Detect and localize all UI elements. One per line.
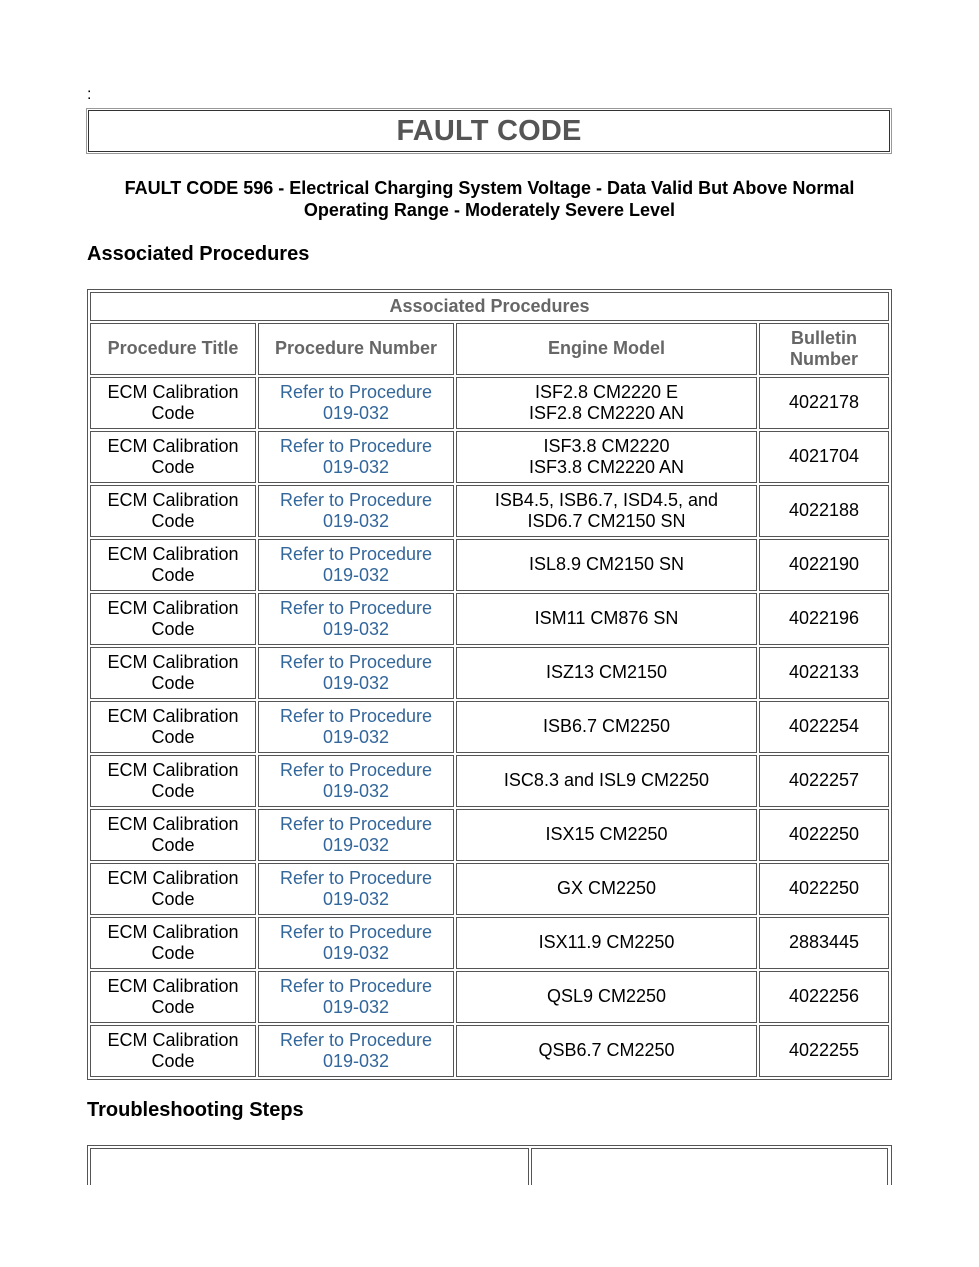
bulletin-number-cell: 4021704 (759, 431, 889, 483)
procedure-title-line-1: ECM Calibration (107, 489, 239, 510)
engine-model-line-1: ISX11.9 CM2250 (538, 932, 675, 953)
bulletin-number-cell: 4022188 (759, 485, 889, 537)
engine-model-cell (456, 485, 757, 537)
procedure-number-link[interactable] (258, 377, 454, 429)
column-header-procedure-number: Procedure Number (258, 323, 454, 375)
procedure-number-link[interactable] (258, 971, 454, 1023)
procedure-link-line-1[interactable]: Refer to Procedure (279, 381, 433, 402)
procedure-title-line-2: Code (151, 889, 195, 909)
bulletin-number-cell: 4022254 (759, 701, 889, 753)
engine-model-line-2: ISF3.8 CM2220 AN (528, 457, 685, 477)
procedure-number-link[interactable] (258, 593, 454, 645)
table-row (90, 1025, 889, 1077)
procedure-link-line-1[interactable]: Refer to Procedure (279, 867, 433, 888)
engine-model-cell (456, 755, 757, 807)
bulletin-number-cell: 4022255 (759, 1025, 889, 1077)
troubleshooting-steps-heading: Troubleshooting Steps (87, 1099, 304, 1121)
bulletin-number-cell: 4022196 (759, 593, 889, 645)
bulletin-number-cell: 4022250 (759, 809, 889, 861)
fault-code-title-box (88, 110, 890, 152)
troubleshooting-cell-right (531, 1148, 888, 1185)
table-row (90, 971, 889, 1023)
procedure-title-cell (90, 971, 256, 1023)
procedure-title-line-2: Code (151, 997, 195, 1017)
procedure-link-line-2[interactable]: 019-032 (322, 889, 390, 909)
procedure-title-cell (90, 377, 256, 429)
engine-model-line-1: ISB6.7 CM2250 (542, 716, 671, 737)
table-row (90, 701, 889, 753)
engine-model-line-1: ISL8.9 CM2150 SN (528, 554, 685, 575)
engine-model-line-1: ISZ13 CM2150 (545, 662, 668, 683)
procedure-title-line-1: ECM Calibration (107, 543, 239, 564)
fault-description-line-2: Operating Range - Moderately Severe Level (303, 200, 676, 220)
procedure-link-line-2[interactable]: 019-032 (322, 565, 390, 585)
engine-model-line-1: QSB6.7 CM2250 (538, 1040, 675, 1061)
colon-mark: : (87, 86, 92, 103)
engine-model-line-2: ISD6.7 CM2150 SN (527, 511, 686, 531)
bulletin-number-cell: 4022256 (759, 971, 889, 1023)
table-row (90, 755, 889, 807)
engine-model-cell (456, 917, 757, 969)
procedure-title-line-1: ECM Calibration (107, 597, 239, 618)
fault-description-line-1: FAULT CODE 596 - Electrical Charging System Voltage - Data Valid But Above Normal (124, 178, 855, 198)
engine-model-cell (456, 971, 757, 1023)
procedure-link-line-2[interactable]: 019-032 (322, 457, 390, 477)
procedure-title-cell (90, 539, 256, 591)
procedure-link-line-1[interactable]: Refer to Procedure (279, 975, 433, 996)
procedure-link-line-2[interactable]: 019-032 (322, 619, 390, 639)
engine-model-cell (456, 1025, 757, 1077)
procedure-link-line-1[interactable]: Refer to Procedure (279, 597, 433, 618)
column-header-procedure-title: Procedure Title (90, 323, 256, 375)
engine-model-line-1: ISX15 CM2250 (545, 824, 668, 845)
procedure-link-line-1[interactable]: Refer to Procedure (279, 759, 433, 780)
procedure-number-link[interactable] (258, 485, 454, 537)
table-row (90, 647, 889, 699)
engine-model-cell (456, 377, 757, 429)
procedure-number-link[interactable] (258, 1025, 454, 1077)
procedure-title-line-2: Code (151, 673, 195, 693)
procedure-title-line-2: Code (151, 781, 195, 801)
procedure-link-line-1[interactable]: Refer to Procedure (279, 543, 433, 564)
procedure-link-line-1[interactable]: Refer to Procedure (279, 435, 433, 456)
engine-model-line-2: ISF2.8 CM2220 AN (528, 403, 685, 423)
procedure-title-line-1: ECM Calibration (107, 1029, 239, 1050)
engine-model-cell (456, 431, 757, 483)
procedure-title-cell (90, 593, 256, 645)
engine-model-line-1: ISF2.8 CM2220 E (534, 381, 679, 402)
procedure-title-line-2: Code (151, 727, 195, 747)
procedure-link-line-1[interactable]: Refer to Procedure (279, 489, 433, 510)
procedure-title-line-1: ECM Calibration (107, 381, 239, 402)
procedure-title-cell (90, 647, 256, 699)
procedure-title-cell (90, 485, 256, 537)
procedure-title-cell (90, 755, 256, 807)
procedure-title-cell (90, 809, 256, 861)
engine-model-line-1: ISM11 CM876 SN (534, 608, 679, 629)
procedure-title-line-2: Code (151, 835, 195, 855)
bulletin-number-cell: 4022257 (759, 755, 889, 807)
procedure-title-line-1: ECM Calibration (107, 921, 239, 942)
procedure-title-cell (90, 863, 256, 915)
procedure-link-line-2[interactable]: 019-032 (322, 781, 390, 801)
procedure-title-line-1: ECM Calibration (107, 651, 239, 672)
procedure-title-line-1: ECM Calibration (107, 705, 239, 726)
procedure-number-link[interactable] (258, 539, 454, 591)
procedure-title-cell (90, 431, 256, 483)
table-row (90, 539, 889, 591)
procedure-link-line-2[interactable]: 019-032 (322, 727, 390, 747)
column-header-engine-model: Engine Model (456, 323, 757, 375)
procedure-link-line-2[interactable]: 019-032 (322, 511, 390, 531)
table-row (90, 377, 889, 429)
table-row (90, 917, 889, 969)
column-header-bulletin-number (759, 323, 889, 375)
procedure-link-line-1[interactable]: Refer to Procedure (279, 651, 433, 672)
table-row (90, 593, 889, 645)
procedure-title-line-1: ECM Calibration (107, 759, 239, 780)
procedure-link-line-1[interactable]: Refer to Procedure (279, 813, 433, 834)
procedure-link-line-2[interactable]: 019-032 (322, 835, 390, 855)
procedure-number-link[interactable] (258, 809, 454, 861)
table-row (90, 809, 889, 861)
procedure-title-line-2: Code (151, 619, 195, 639)
table-caption: Associated Procedures (90, 292, 889, 321)
bulletin-number-cell: 4022250 (759, 863, 889, 915)
associated-procedures-heading: Associated Procedures (87, 243, 310, 265)
procedure-number-link[interactable] (258, 917, 454, 969)
procedure-number-link[interactable] (258, 755, 454, 807)
procedure-title-line-1: ECM Calibration (107, 975, 239, 996)
procedure-title-line-2: Code (151, 403, 195, 423)
procedure-title-line-2: Code (151, 565, 195, 585)
engine-model-line-1: GX CM2250 (556, 878, 657, 899)
procedure-link-line-1[interactable]: Refer to Procedure (279, 705, 433, 726)
procedure-link-line-2[interactable]: 019-032 (322, 403, 390, 423)
procedure-title-line-2: Code (151, 1051, 195, 1071)
engine-model-line-1: ISB4.5, ISB6.7, ISD4.5, and (494, 489, 719, 510)
procedure-title-cell (90, 1025, 256, 1077)
procedure-number-link[interactable] (258, 701, 454, 753)
table-row (90, 431, 889, 483)
procedure-title-cell (90, 917, 256, 969)
procedure-link-line-1[interactable]: Refer to Procedure (279, 921, 433, 942)
page-title: FAULT CODE (396, 114, 582, 147)
procedure-link-line-2[interactable]: 019-032 (322, 1051, 390, 1071)
procedure-title-line-2: Code (151, 457, 195, 477)
engine-model-line-1: QSL9 CM2250 (546, 986, 667, 1007)
procedure-number-link[interactable] (258, 647, 454, 699)
troubleshooting-table (87, 1145, 892, 1185)
procedure-link-line-1[interactable]: Refer to Procedure (279, 1029, 433, 1050)
engine-model-cell (456, 593, 757, 645)
bulletin-number-cell: 4022190 (759, 539, 889, 591)
procedure-link-line-2[interactable]: 019-032 (322, 943, 390, 963)
bulletin-header-line-2: Number (790, 349, 859, 369)
procedure-number-link[interactable] (258, 431, 454, 483)
fault-description (88, 177, 891, 221)
bulletin-number-cell: 4022133 (759, 647, 889, 699)
procedure-title-line-1: ECM Calibration (107, 813, 239, 834)
procedure-title-cell (90, 701, 256, 753)
table-row (90, 863, 889, 915)
associated-procedures-table (87, 289, 892, 1080)
procedure-title-line-2: Code (151, 943, 195, 963)
procedure-title-line-1: ECM Calibration (107, 435, 239, 456)
procedure-link-line-2[interactable]: 019-032 (322, 673, 390, 693)
procedure-link-line-2[interactable]: 019-032 (322, 997, 390, 1017)
procedure-title-line-2: Code (151, 511, 195, 531)
engine-model-line-1: ISF3.8 CM2220 (543, 435, 670, 456)
engine-model-line-1: ISC8.3 and ISL9 CM2250 (503, 770, 710, 791)
troubleshooting-cell-left (90, 1148, 529, 1185)
engine-model-cell (456, 809, 757, 861)
table-row (90, 485, 889, 537)
bulletin-number-cell: 2883445 (759, 917, 889, 969)
engine-model-cell (456, 701, 757, 753)
engine-model-cell (456, 863, 757, 915)
engine-model-cell (456, 539, 757, 591)
engine-model-cell (456, 647, 757, 699)
procedure-number-link[interactable] (258, 863, 454, 915)
bulletin-header-line-1: Bulletin (791, 327, 858, 348)
procedure-title-line-1: ECM Calibration (107, 867, 239, 888)
bulletin-number-cell: 4022178 (759, 377, 889, 429)
